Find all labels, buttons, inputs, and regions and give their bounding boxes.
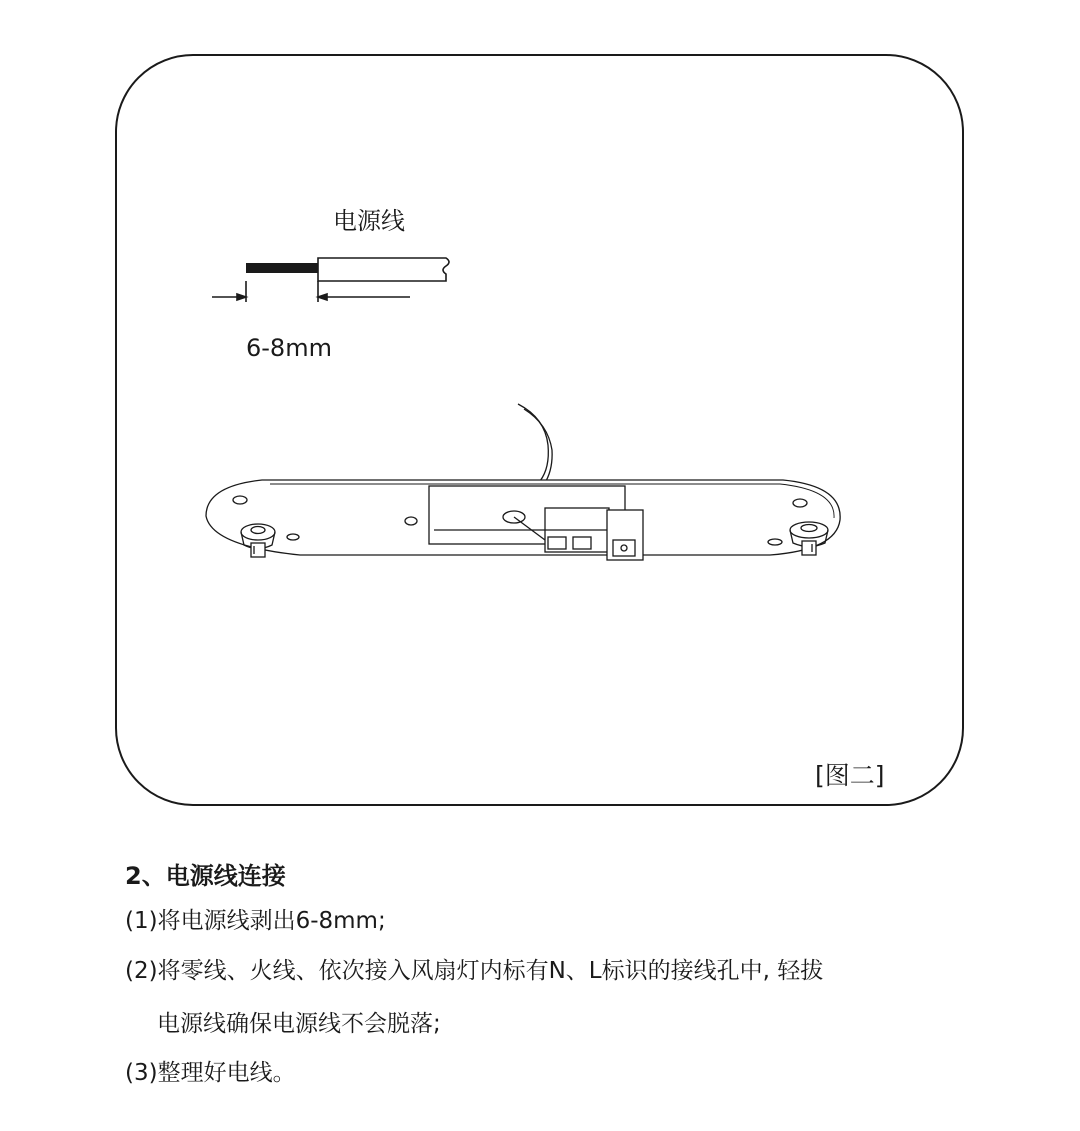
exposed-conductor (246, 263, 318, 273)
wire-insulation (318, 258, 449, 281)
power-wire-diagram (212, 258, 449, 302)
mounting-plate (206, 404, 840, 560)
step-1: (1)将电源线剥出6-8mm; (125, 908, 386, 934)
step-3: (3)整理好电线。 (125, 1060, 296, 1086)
figure-tag: [图二] (815, 761, 885, 790)
strip-length-label: 6-8mm (246, 334, 332, 362)
step-2: (2)将零线、火线、依次接入风扇灯内标有N、L标识的接线孔中, 轻拔 (125, 958, 824, 984)
section-title: 2、电源线连接 (125, 862, 286, 890)
dim-arrow-left (237, 294, 246, 300)
wire-label: 电源线 (333, 207, 405, 235)
dim-arrow-right (318, 294, 327, 300)
step-2-continued: 电源线确保电源线不会脱落; (157, 1011, 441, 1037)
